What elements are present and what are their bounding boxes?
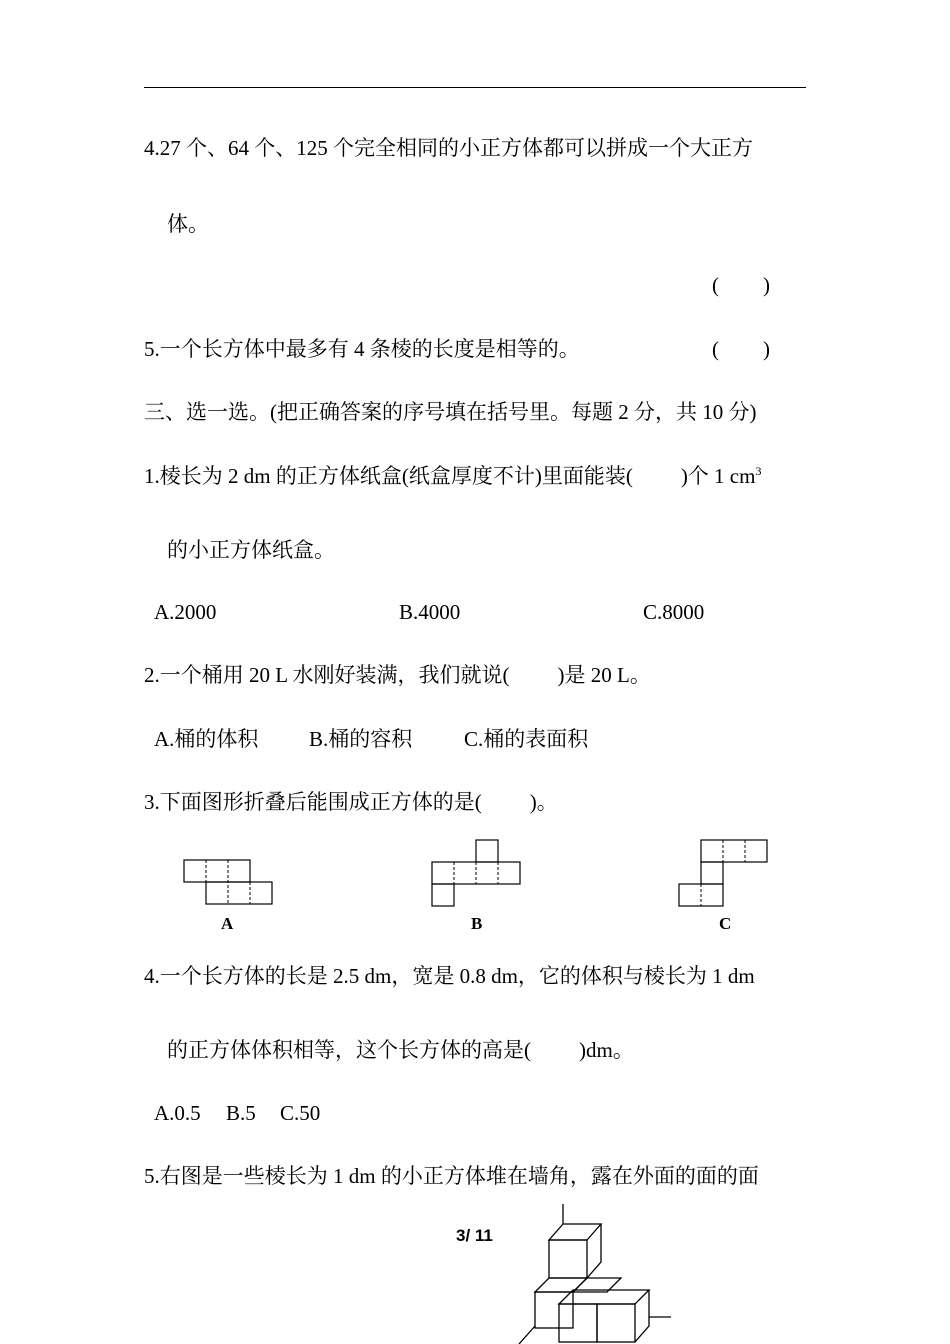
judge-q4-line2: 体。: [167, 212, 209, 236]
choice-q1-line2: 的小正方体纸盒。: [167, 538, 335, 562]
paren-close: ): [763, 337, 770, 361]
figure-b-label: B: [471, 914, 483, 933]
choice-q4-option-b[interactable]: B.5: [226, 1101, 256, 1125]
choice-q4-text-a: 的正方体体积相等，这个长方体的高是(: [167, 1038, 531, 1062]
choice-q1-superscript: 3: [755, 464, 762, 478]
figure-c-label: C: [719, 914, 732, 933]
choice-q5-line1: 5.右图是一些棱长为 1 dm 的小正方体堆在墙角，露在外面的面的面: [144, 1164, 759, 1188]
choice-q1-option-a[interactable]: A.2000: [154, 600, 217, 624]
judge-q5: 5.一个长方体中最多有 4 条棱的长度是相等的。: [144, 337, 580, 361]
choice-q2-text-b: )是 20 L。: [557, 663, 651, 687]
choice-q3-text-b: )。: [529, 790, 558, 814]
choice-q1-line1: [144, 462, 761, 490]
choice-q2-option-a[interactable]: A.桶的体积: [154, 727, 259, 751]
choice-q4-text-b: )dm。: [579, 1038, 634, 1062]
choice-q2-option-c[interactable]: C.桶的表面积: [464, 727, 589, 751]
cube-stack-figure: [515, 1200, 675, 1344]
choice-q1-text-a: 1.棱长为 2 dm 的正方体纸盒(纸盒厚度不计)里面能装(: [144, 464, 633, 488]
paren-open: (: [712, 273, 719, 297]
judge-q4-answer-blank[interactable]: [712, 271, 770, 299]
choice-q2-text-a: 2.一个桶用 20 L 水刚好装满，我们就说(: [144, 663, 510, 687]
choice-q4-option-a[interactable]: A.0.5: [154, 1101, 201, 1125]
paren-open: (: [712, 337, 719, 361]
choice-q1-option-b[interactable]: B.4000: [399, 600, 461, 624]
choice-q1-option-c[interactable]: C.8000: [643, 600, 705, 624]
header-rule: [144, 87, 806, 88]
cube-net-b-figure[interactable]: [428, 836, 524, 910]
choice-q3: [144, 788, 558, 816]
choice-q2-option-b[interactable]: B.桶的容积: [309, 727, 413, 751]
figure-a-label: A: [221, 914, 234, 933]
choice-q3-text-a: 3.下面图形折叠后能围成正方体的是(: [144, 790, 482, 814]
choice-q2: [144, 661, 651, 689]
paren-close: ): [763, 273, 770, 297]
choice-q1-text-b: )个 1 cm: [680, 464, 756, 488]
choice-q4-line2: [167, 1036, 634, 1064]
cube-net-c-figure[interactable]: [675, 836, 771, 910]
judge-q5-answer-blank[interactable]: [712, 335, 770, 363]
section3-title: 三、选一选。(把正确答案的序号填在括号里。每题 2 分，共 10 分): [144, 400, 757, 424]
judge-q4-line1: 4.27 个、64 个、125 个完全相同的小正方体都可以拼成一个大正方: [144, 136, 753, 160]
cube-net-a-figure[interactable]: [180, 856, 276, 910]
page-number: 3/ 11: [456, 1226, 493, 1245]
choice-q4-line1: 4.一个长方体的长是 2.5 dm，宽是 0.8 dm，它的体积与棱长为 1 dm: [144, 964, 755, 988]
choice-q4-option-c[interactable]: C.50: [280, 1101, 321, 1125]
